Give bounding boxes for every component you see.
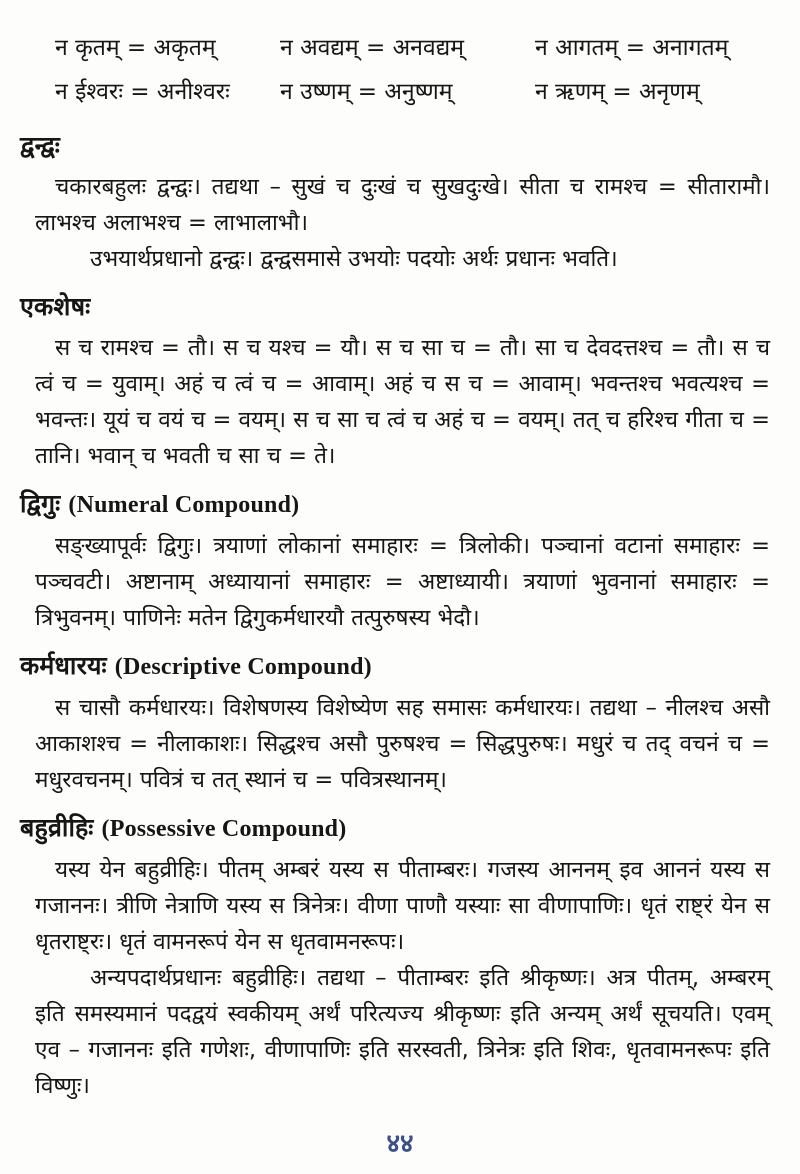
section-dvigu [20, 486, 770, 636]
section-heading-english: (Descriptive Compound) [114, 654, 372, 680]
section-heading [20, 810, 770, 847]
negation-examples-row [55, 26, 770, 70]
compound-equation: न अवद्यम् = अनवद्यम् [280, 35, 464, 61]
compound-equation: न आगतम् = अनागतम् [535, 35, 729, 61]
section-heading-devanagari: द्वन्द्वः [20, 131, 60, 160]
paragraph: सङ्ख्यापूर्वः द्विगुः। त्रयाणां लोकानां समाहारः = त्रिलोकी। पञ्चानां वटानां समाहारः = पञ्चवटी। अष्टानाम् अध्यायानां समाहारः = अष्टाध्यायी। त्रयाणां भुवनानां समाहारः = त्रिभुवनम्। पाणिनेः मतेन द्विगुकर्मधारयौ तत्पुरुषस्य भेदौ। [35, 533, 770, 631]
section-bahuvrihi [20, 810, 770, 1104]
paragraph: उभयार्थप्रधानो द्वन्द्वः। द्वन्द्वसमासे उभयोः पदयोः अर्थः प्रधानः भवति। [90, 246, 618, 272]
negation-examples-row [55, 70, 770, 114]
negation-examples-table [20, 26, 770, 114]
section-heading-english: (Numeral Compound) [68, 492, 300, 518]
page-number: ४४ [386, 1129, 414, 1159]
section-heading-english: (Possessive Compound) [101, 816, 347, 842]
paragraph: अन्यपदार्थप्रधानः बहुव्रीहिः। तद्यथा – पीताम्बरः इति श्रीकृष्णः। अत्र पीतम्, अम्बरम् इति समस्यमानं पदद्वयं स्वकीयम् अर्थं परित्यज्य श्रीकृष्णः इति अन्यम् अर्थं सूचयति। एवम् एव – गजाननः इति गणेशः, वीणापाणिः इति सरस्वती, त्रिनेत्रः इति शिवः, धृतवामनरूपः इति विष्णुः। [35, 965, 770, 1099]
section-heading [20, 648, 770, 685]
section-heading-devanagari: बहुव्रीहिः [20, 813, 94, 842]
section-dvandva [20, 128, 770, 277]
paragraph: स च रामश्च = तौ। स च यश्च = यौ। स च सा च = तौ। सा च देवदत्तश्च = तौ। स च त्वं च = युवाम्। अहं च त्वं च = आवाम्। अहं च स च = आवाम्। भवन्तश्च भवत्यश्च = भवन्तः। यूयं च वयं च = वयम्। स च सा च त्वं च अहं च = वयम्। तत् च हरिश्च गीता च = तानि। भवान् च भवती च सा च = ते। [35, 335, 770, 469]
section-ekashesha [20, 289, 770, 474]
section-heading [20, 289, 770, 325]
paragraph: यस्य येन बहुव्रीहिः। पीतम् अम्बरं यस्य स पीताम्बरः। गजस्य आननम् इव आननं यस्य स गजाननः। त्रीणि नेत्राणि यस्य स त्रिनेत्रः। वीणा पाणौ यस्याः सा वीणापाणिः। धृतं राष्ट्रं येन स धृतराष्ट्रः। धृतं वामनरूपं येन स धृतवामनरूपः। [35, 857, 770, 955]
section-heading-devanagari: एकशेषः [20, 292, 91, 321]
paragraph: चकारबहुलः द्वन्द्वः। तद्यथा – सुखं च दुःखं च सुखदुःखे। सीता च रामश्च = सीतारामौ। लाभश्च अलाभश्च = लाभालाभौ। [35, 174, 770, 236]
paragraph: स चासौ कर्मधारयः। विशेषणस्य विशेष्येण सह समासः कर्मधारयः। तद्यथा – नीलश्च असौ आकाशश्च = नीलाकाशः। सिद्धश्च असौ पुरुषश्च = सिद्धपुरुषः। मधुरं च तद् वचनं च = मधुरवचनम्। पवित्रं च तत् स्थानं च = पवित्रस्थानम्। [35, 695, 770, 793]
compound-equation: न उष्णम् = अनुष्णम् [280, 79, 453, 105]
compound-equation: न कृतम् = अकृतम् [55, 35, 216, 61]
compound-equation: न ईश्वरः = अनीश्वरः [55, 79, 230, 105]
section-heading [20, 128, 770, 164]
section-heading-devanagari: कर्मधारयः [20, 651, 107, 680]
section-karmadharaya [20, 648, 770, 798]
section-heading-devanagari: द्विगुः [20, 489, 61, 518]
compound-equation: न ऋणम् = अनृणम् [535, 79, 700, 105]
section-heading [20, 486, 770, 523]
